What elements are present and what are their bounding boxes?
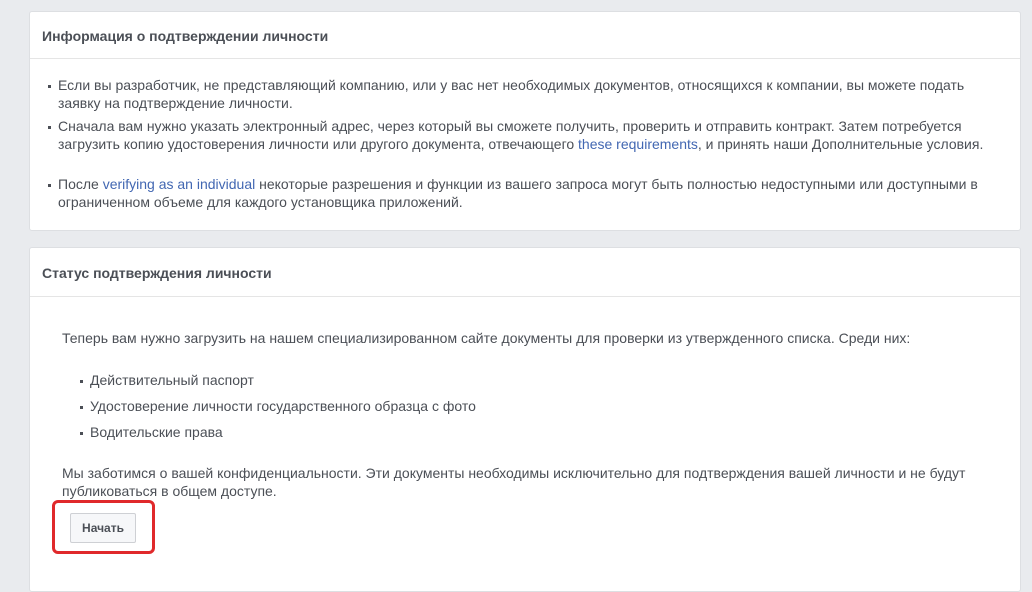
identity-info-card [29, 11, 1021, 231]
info-bullet-contract [58, 117, 988, 153]
start-button[interactable]: Начать [70, 513, 136, 543]
these-requirements-link[interactable]: these requirements [578, 136, 698, 152]
info-bullet-text: некоторые разрешения и функции из вашего запроса могут быть полностью недоступными или доступными в ограниченном объеме для каждого установщика приложений. [58, 176, 978, 210]
document-item-passport: Действительный паспорт [90, 372, 254, 388]
status-intro-text: Теперь вам нужно загрузить на нашем специализированном сайте документы для проверки из утвержденного списка. Среди них: [62, 330, 911, 346]
verifying-as-individual-link[interactable]: verifying as an individual [102, 176, 256, 192]
identity-status-card [29, 247, 1021, 592]
identity-info-title: Информация о подтверждении личности [30, 12, 1020, 59]
document-item-drivers-license: Водительские права [90, 424, 223, 440]
identity-status-title: Статус подтверждения личности [30, 248, 1020, 297]
privacy-notice: Мы заботимся о вашей конфиденциальности. Эти документы необходимы исключительно для подтверждения вашей личности и не будут публиковаться в общем доступе. [62, 465, 966, 499]
info-bullet-permissions [58, 175, 988, 211]
info-bullet-developer [58, 76, 988, 112]
document-item-photo-id: Удостоверение личности государственного образца с фото [90, 398, 476, 414]
info-bullet-text: После [58, 176, 103, 192]
info-bullet-text: Сначала вам нужно указать электронный адрес, через который вы сможете получить, проверить и отправить контракт. Затем потребуется загрузить копию удостоверения личности или другого документа, отвечающего [58, 118, 962, 152]
info-bullet-text: , и принять наши Дополнительные условия. [697, 136, 984, 152]
info-bullet-text: Если вы разработчик, не представляющий компанию, или у вас нет необходимых документов, относящихся к компании, вы можете подать заявку на подтверждение личности. [58, 77, 965, 111]
